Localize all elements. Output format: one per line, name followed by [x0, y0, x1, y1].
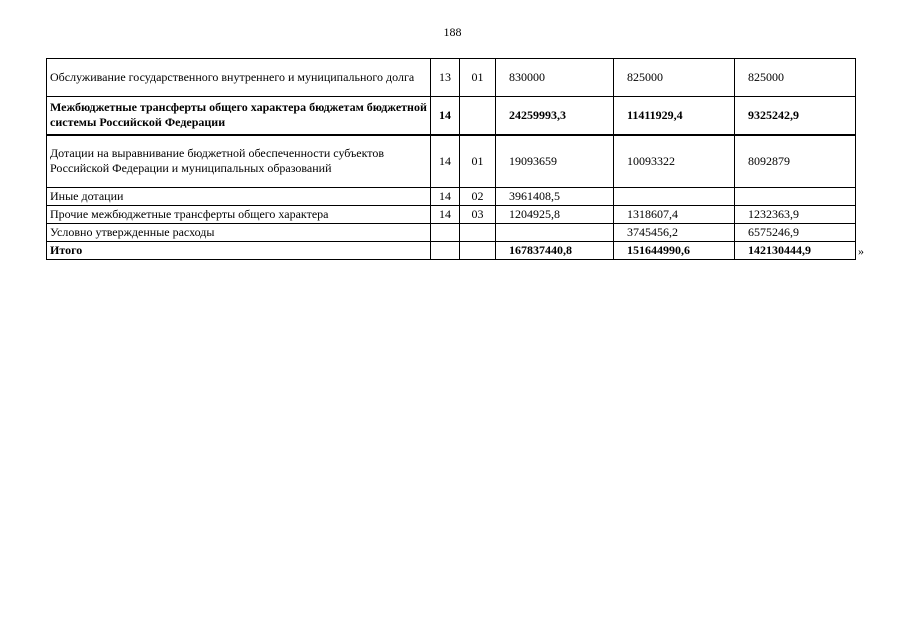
- value-year-1-cell: 1204925,8: [496, 206, 614, 224]
- section-code-cell: 13: [431, 59, 460, 97]
- subsection-code-cell: 03: [460, 206, 496, 224]
- row-name-cell: Иные дотации: [47, 188, 431, 206]
- table-row: [47, 188, 856, 206]
- budget-table: [46, 58, 856, 260]
- value-year-2-cell: [614, 188, 735, 206]
- closing-quote: »: [858, 244, 864, 258]
- value-year-1-cell: 167837440,8: [496, 242, 614, 260]
- subsection-code-cell: [460, 97, 496, 135]
- value-year-3-cell: 8092879: [735, 135, 856, 188]
- page-number: 188: [443, 25, 462, 39]
- subsection-code-cell: 02: [460, 188, 496, 206]
- value-year-1-cell: 19093659: [496, 135, 614, 188]
- value-year-2-cell: 11411929,4: [614, 97, 735, 135]
- subsection-code-cell: 01: [460, 135, 496, 188]
- table-row: [47, 224, 856, 242]
- value-year-3-cell: [735, 188, 856, 206]
- value-year-3-cell: 6575246,9: [735, 224, 856, 242]
- value-year-1-cell: 830000: [496, 59, 614, 97]
- value-year-1-cell: [496, 224, 614, 242]
- table-row: [47, 206, 856, 224]
- row-name-cell: Условно утвержденные расходы: [47, 224, 431, 242]
- subsection-code-cell: 01: [460, 59, 496, 97]
- value-year-1-cell: 3961408,5: [496, 188, 614, 206]
- row-name-cell: Итого: [47, 242, 431, 260]
- row-name-cell: Межбюджетные трансферты общего характера бюджетам бюджетной системы Российской Федерации: [47, 97, 431, 135]
- value-year-2-cell: 10093322: [614, 135, 735, 188]
- table-row: [47, 97, 856, 135]
- value-year-1-cell: 24259993,3: [496, 97, 614, 135]
- value-year-2-cell: 3745456,2: [614, 224, 735, 242]
- row-name-cell: Обслуживание государственного внутреннего и муниципального долга: [47, 59, 431, 97]
- value-year-2-cell: 825000: [614, 59, 735, 97]
- section-code-cell: [431, 242, 460, 260]
- value-year-2-cell: 1318607,4: [614, 206, 735, 224]
- section-code-cell: 14: [431, 135, 460, 188]
- table-row: [47, 135, 856, 188]
- section-code-cell: 14: [431, 97, 460, 135]
- value-year-3-cell: 9325242,9: [735, 97, 856, 135]
- value-year-3-cell: 142130444,9: [735, 242, 856, 260]
- value-year-2-cell: 151644990,6: [614, 242, 735, 260]
- value-year-3-cell: 1232363,9: [735, 206, 856, 224]
- value-year-3-cell: 825000: [735, 59, 856, 97]
- row-name-cell: Дотации на выравнивание бюджетной обеспеченности субъектов Российской Федерации и муниципальных образований: [47, 135, 431, 188]
- total-row: [47, 242, 856, 260]
- subsection-code-cell: [460, 242, 496, 260]
- section-code-cell: 14: [431, 188, 460, 206]
- section-code-cell: [431, 224, 460, 242]
- row-name-cell: Прочие межбюджетные трансферты общего характера: [47, 206, 431, 224]
- table-row: [47, 59, 856, 97]
- section-code-cell: 14: [431, 206, 460, 224]
- subsection-code-cell: [460, 224, 496, 242]
